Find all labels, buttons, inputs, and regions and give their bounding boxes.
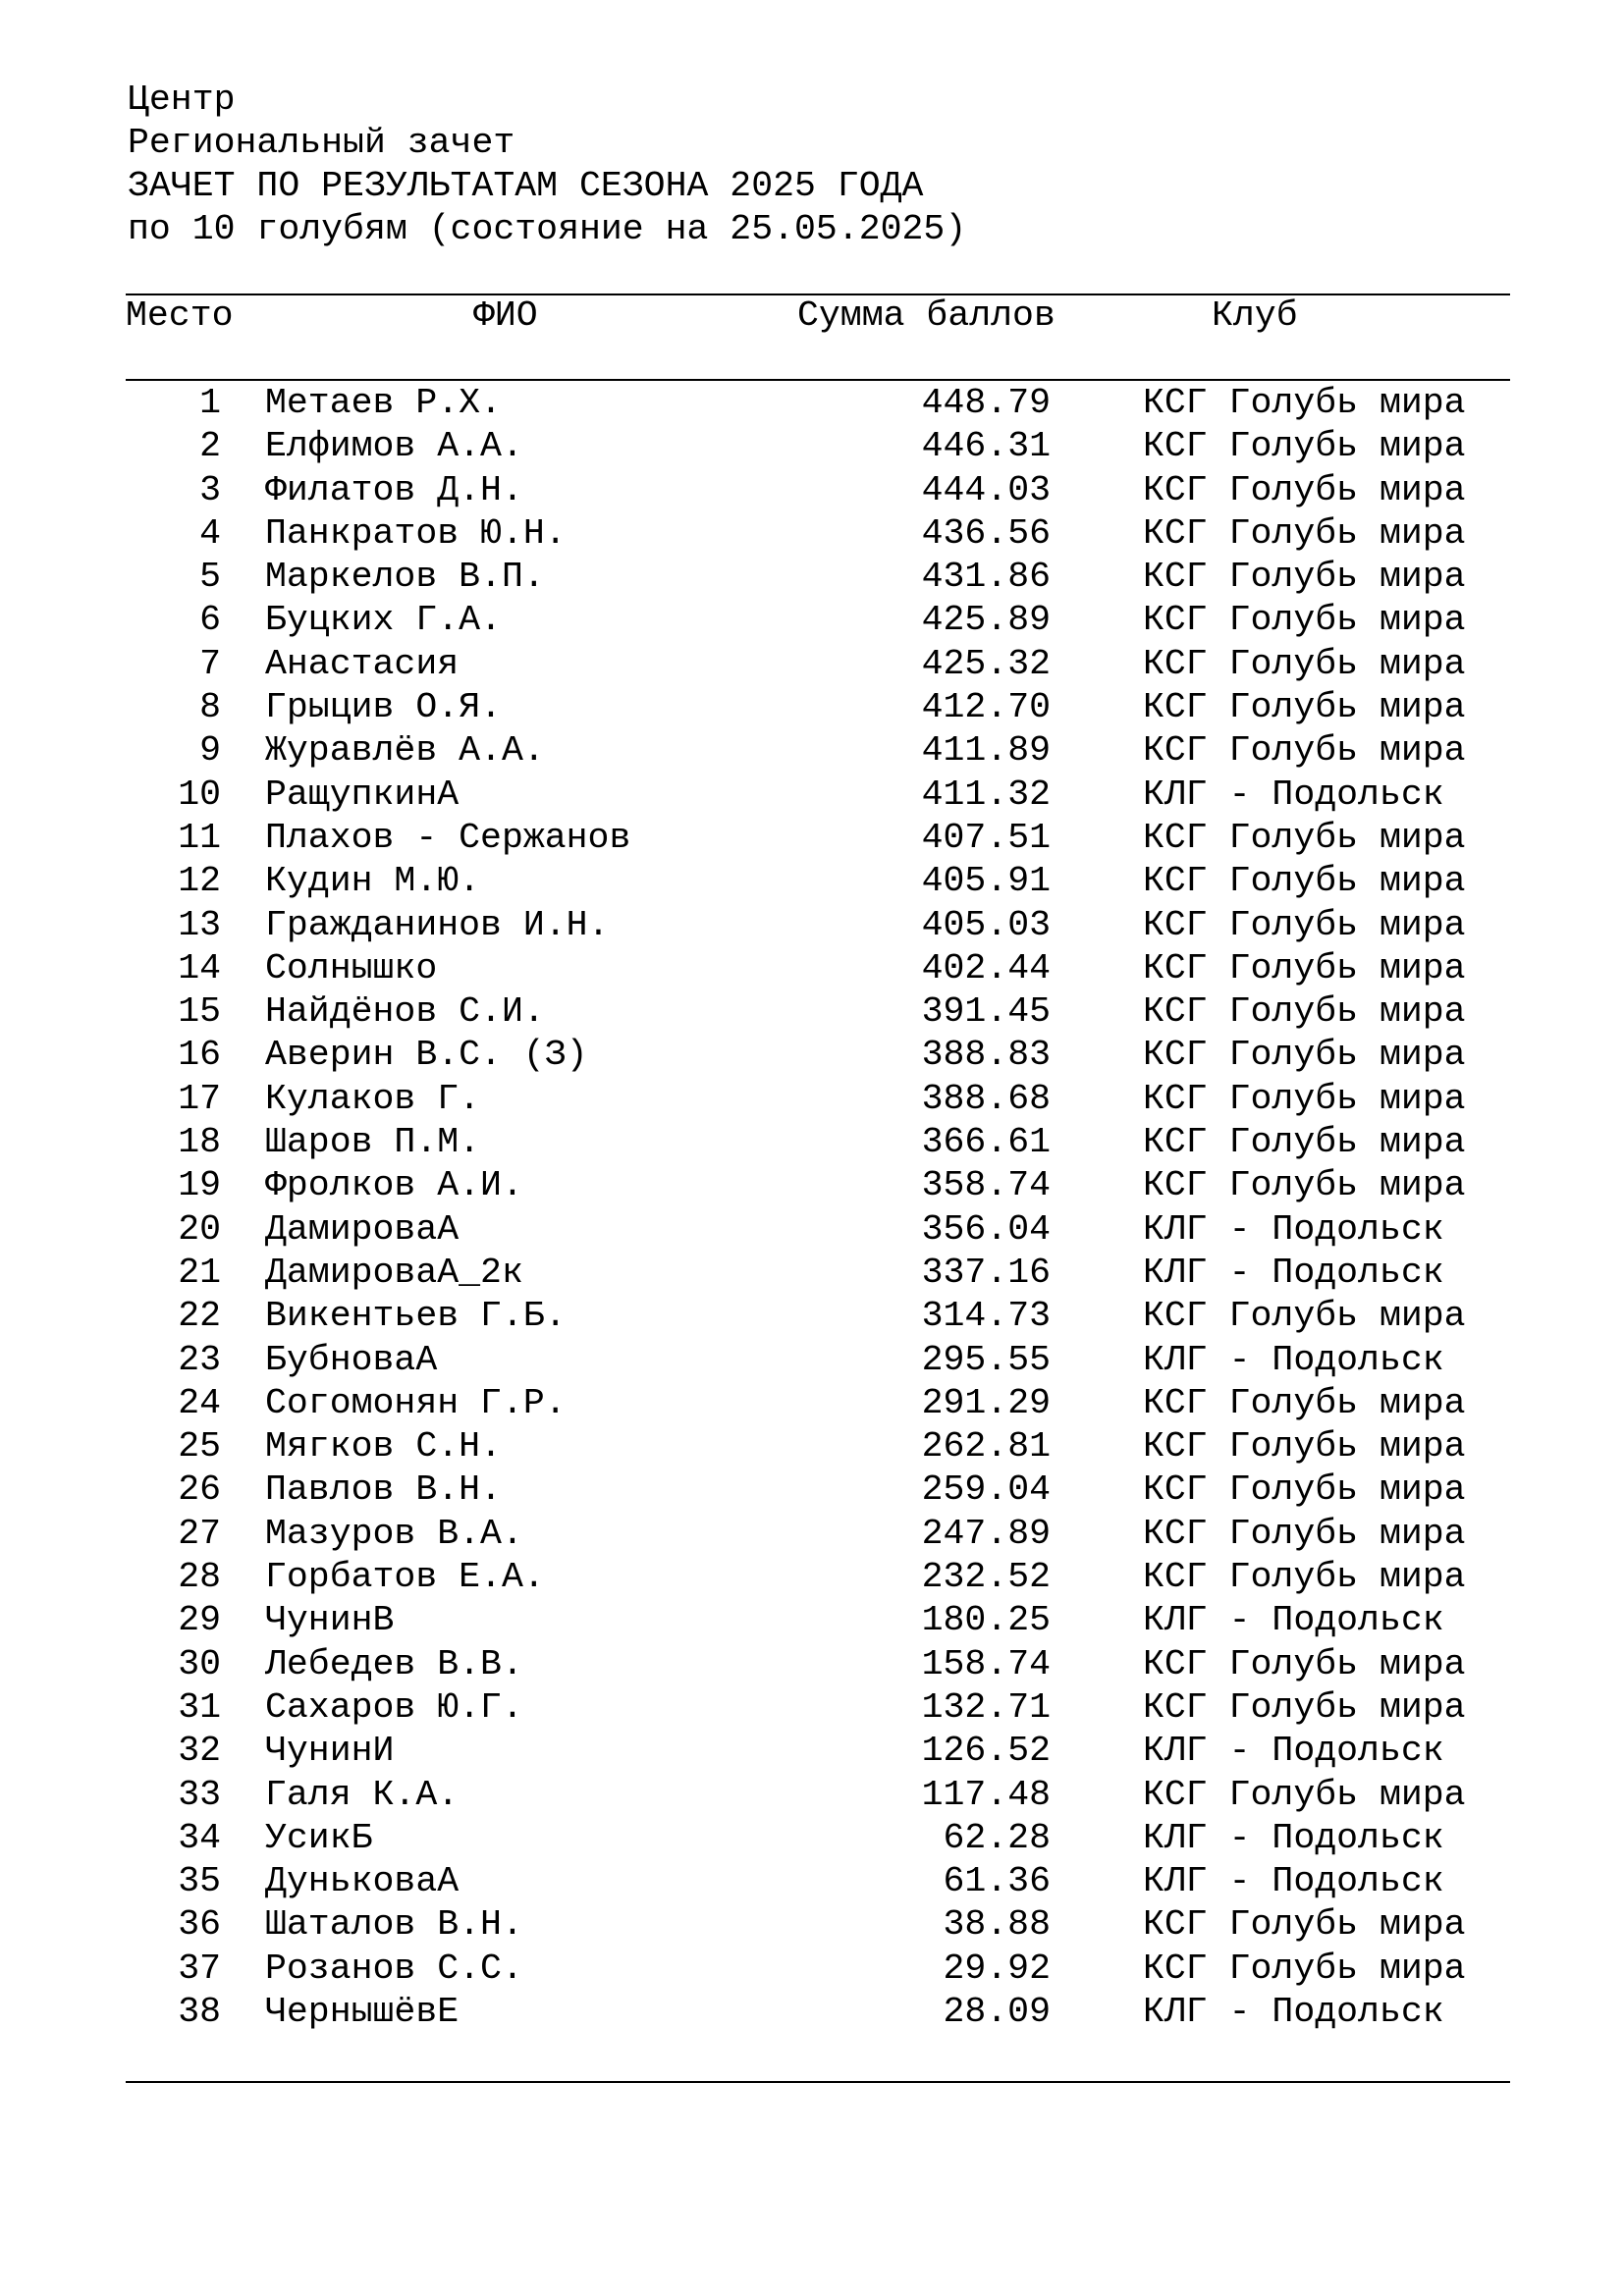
- row-place: 33: [178, 1774, 221, 1815]
- row-score: 411.89: [921, 730, 1051, 772]
- row-club: КСГ Голубь мира: [1143, 1469, 1466, 1511]
- row-name: ЧернышёвЕ: [265, 1991, 460, 2032]
- table-row: [0, 1556, 1624, 1599]
- table-row: [0, 1252, 1624, 1295]
- table-row: [0, 1599, 1624, 1642]
- row-score: 402.44: [921, 947, 1051, 988]
- row-name: Павлов В.Н.: [265, 1469, 502, 1511]
- table-row: [0, 1164, 1624, 1207]
- row-place: 17: [178, 1078, 221, 1119]
- row-place: 18: [178, 1122, 221, 1163]
- row-score: 62.28: [943, 1817, 1051, 1858]
- row-score: 337.16: [921, 1252, 1051, 1293]
- table-row: [0, 1774, 1624, 1817]
- row-score: 117.48: [921, 1774, 1051, 1815]
- row-place: 38: [178, 1991, 221, 2032]
- row-club: КЛГ - Подольск: [1143, 774, 1444, 815]
- row-name: Елфимов А.А.: [265, 426, 523, 467]
- row-name: Гражданинов И.Н.: [265, 904, 610, 945]
- row-place: 27: [178, 1513, 221, 1554]
- row-name: Лебедев В.В.: [265, 1643, 523, 1684]
- table-row: [0, 990, 1624, 1034]
- row-score: 425.89: [921, 600, 1051, 641]
- row-club: КСГ Голубь мира: [1143, 1165, 1466, 1206]
- row-score: 29.92: [943, 1948, 1051, 1989]
- row-club: КСГ Голубь мира: [1143, 469, 1466, 510]
- row-club: КСГ Голубь мира: [1143, 1557, 1466, 1598]
- header-divider: [126, 379, 1510, 381]
- row-club: КЛГ - Подольск: [1143, 1252, 1444, 1293]
- row-score: 180.25: [921, 1600, 1051, 1641]
- table-row: [0, 512, 1624, 556]
- table-row: [0, 1208, 1624, 1252]
- table-row: [0, 1425, 1624, 1468]
- column-header-name: ФИО: [473, 295, 538, 336]
- row-name: ЧунинВ: [265, 1600, 395, 1641]
- column-header-place: Место: [126, 295, 234, 336]
- row-club: КСГ Голубь мира: [1143, 991, 1466, 1033]
- table-row: [0, 1295, 1624, 1338]
- row-club: КЛГ - Подольск: [1143, 1817, 1444, 1858]
- row-score: 61.36: [943, 1861, 1051, 1902]
- row-place: 3: [199, 469, 221, 510]
- table-row: [0, 1903, 1624, 1947]
- row-name: ДамироваА: [265, 1208, 460, 1250]
- table-row: [0, 1513, 1624, 1556]
- row-place: 10: [178, 774, 221, 815]
- row-club: КСГ Голубь мира: [1143, 643, 1466, 684]
- row-place: 22: [178, 1296, 221, 1337]
- row-place: 31: [178, 1686, 221, 1728]
- row-club: КСГ Голубь мира: [1143, 1643, 1466, 1684]
- standings-type: Региональный зачет: [128, 123, 515, 163]
- table-row: [0, 1643, 1624, 1686]
- row-place: 32: [178, 1731, 221, 1772]
- row-score: 314.73: [921, 1296, 1051, 1337]
- table-row: [0, 904, 1624, 947]
- row-score: 232.52: [921, 1557, 1051, 1598]
- column-header-score: Сумма баллов: [797, 295, 1056, 336]
- row-club: КСГ Голубь мира: [1143, 383, 1466, 423]
- table-row: [0, 1468, 1624, 1512]
- row-score: 262.81: [921, 1426, 1051, 1468]
- row-name: УсикБ: [265, 1817, 373, 1858]
- row-club: КСГ Голубь мира: [1143, 861, 1466, 902]
- row-club: КСГ Голубь мира: [1143, 1035, 1466, 1076]
- table-row: [0, 947, 1624, 990]
- row-score: 358.74: [921, 1165, 1051, 1206]
- row-name: Согомонян Г.Р.: [265, 1382, 567, 1423]
- row-score: 132.71: [921, 1686, 1051, 1728]
- table-row: [0, 1817, 1624, 1860]
- row-club: КСГ Голубь мира: [1143, 817, 1466, 858]
- row-club: КЛГ - Подольск: [1143, 1600, 1444, 1641]
- row-score: 405.91: [921, 861, 1051, 902]
- row-name: ДуньковаА: [265, 1861, 460, 1902]
- row-score: 425.32: [921, 643, 1051, 684]
- row-name: Горбатов Е.А.: [265, 1557, 545, 1598]
- row-club: КСГ Голубь мира: [1143, 1774, 1466, 1815]
- row-score: 388.68: [921, 1078, 1051, 1119]
- row-club: КСГ Голубь мира: [1143, 1948, 1466, 1989]
- table-row: [0, 1382, 1624, 1425]
- results-table: [0, 382, 1624, 2034]
- row-place: 24: [178, 1382, 221, 1423]
- table-row: [0, 1034, 1624, 1077]
- row-name: Маркелов В.П.: [265, 557, 545, 598]
- table-row: [0, 774, 1624, 817]
- row-score: 247.89: [921, 1513, 1051, 1554]
- row-club: КСГ Голубь мира: [1143, 1686, 1466, 1728]
- row-score: 407.51: [921, 817, 1051, 858]
- row-club: КСГ Голубь мира: [1143, 426, 1466, 467]
- table-row: [0, 382, 1624, 425]
- table-row: [0, 817, 1624, 860]
- row-name: Викентьев Г.Б.: [265, 1296, 567, 1337]
- row-name: Мягков С.Н.: [265, 1426, 502, 1468]
- bottom-divider: [126, 2081, 1510, 2083]
- row-place: 7: [199, 643, 221, 684]
- row-club: КСГ Голубь мира: [1143, 1078, 1466, 1119]
- row-place: 12: [178, 861, 221, 902]
- row-name: Аверин В.С. (З): [265, 1035, 588, 1076]
- row-name: Галя К.А.: [265, 1774, 460, 1815]
- row-score: 295.55: [921, 1339, 1051, 1380]
- table-row: [0, 729, 1624, 773]
- row-name: Анастасия: [265, 643, 460, 684]
- row-name: Фролков А.И.: [265, 1165, 523, 1206]
- row-place: 14: [178, 947, 221, 988]
- row-name: Кудин М.Ю.: [265, 861, 481, 902]
- row-name: Шаталов В.Н.: [265, 1904, 523, 1946]
- row-name: Панкратов Ю.Н.: [265, 512, 567, 554]
- row-place: 30: [178, 1643, 221, 1684]
- table-row: [0, 1686, 1624, 1730]
- row-place: 34: [178, 1817, 221, 1858]
- table-row: [0, 860, 1624, 903]
- table-row: [0, 1730, 1624, 1773]
- row-score: 126.52: [921, 1731, 1051, 1772]
- row-club: КЛГ - Подольск: [1143, 1991, 1444, 2032]
- row-name: Метаев Р.Х.: [265, 383, 502, 423]
- table-row: [0, 1339, 1624, 1382]
- row-place: 36: [178, 1904, 221, 1946]
- row-name: Буцких Г.А.: [265, 600, 502, 641]
- table-row: [0, 1948, 1624, 1991]
- row-name: Розанов С.С.: [265, 1948, 523, 1989]
- table-row: [0, 1078, 1624, 1121]
- row-name: Плахов - Сержанов: [265, 817, 631, 858]
- row-score: 291.29: [921, 1382, 1051, 1423]
- row-place: 19: [178, 1165, 221, 1206]
- row-score: 388.83: [921, 1035, 1051, 1076]
- row-name: Грыцив О.Я.: [265, 687, 502, 728]
- table-row: [0, 1121, 1624, 1164]
- row-place: 23: [178, 1339, 221, 1380]
- row-score: 411.32: [921, 774, 1051, 815]
- row-name: Мазуров В.А.: [265, 1513, 523, 1554]
- row-score: 38.88: [943, 1904, 1051, 1946]
- row-name: Филатов Д.Н.: [265, 469, 523, 510]
- row-place: 1: [199, 383, 221, 423]
- row-score: 28.09: [943, 1991, 1051, 2032]
- row-club: КСГ Голубь мира: [1143, 1426, 1466, 1468]
- row-name: ДамироваА_2к: [265, 1252, 523, 1293]
- row-score: 436.56: [921, 512, 1051, 554]
- table-row: [0, 1860, 1624, 1903]
- row-name: РащупкинА: [265, 774, 460, 815]
- row-place: 15: [178, 991, 221, 1033]
- row-name: Солнышко: [265, 947, 438, 988]
- row-place: 20: [178, 1208, 221, 1250]
- row-place: 9: [199, 730, 221, 772]
- row-name: БубноваА: [265, 1339, 438, 1380]
- document-subtitle: по 10 голубям (состояние на 25.05.2025): [128, 209, 967, 249]
- table-row: [0, 1991, 1624, 2034]
- row-score: 391.45: [921, 991, 1051, 1033]
- row-place: 29: [178, 1600, 221, 1641]
- row-club: КЛГ - Подольск: [1143, 1339, 1444, 1380]
- row-place: 16: [178, 1035, 221, 1076]
- row-club: КЛГ - Подольск: [1143, 1861, 1444, 1902]
- row-place: 8: [199, 687, 221, 728]
- row-club: КСГ Голубь мира: [1143, 904, 1466, 945]
- row-name: ЧунинИ: [265, 1731, 395, 1772]
- table-row: [0, 643, 1624, 686]
- row-place: 25: [178, 1426, 221, 1468]
- row-score: 448.79: [921, 383, 1051, 423]
- row-club: КСГ Голубь мира: [1143, 730, 1466, 772]
- row-place: 26: [178, 1469, 221, 1511]
- row-club: КЛГ - Подольск: [1143, 1731, 1444, 1772]
- row-name: Журавлёв А.А.: [265, 730, 545, 772]
- table-row: [0, 425, 1624, 468]
- row-place: 13: [178, 904, 221, 945]
- row-place: 21: [178, 1252, 221, 1293]
- row-place: 37: [178, 1948, 221, 1989]
- row-name: Кулаков Г.: [265, 1078, 481, 1119]
- column-header-club: Клуб: [1212, 295, 1298, 336]
- table-row: [0, 469, 1624, 512]
- row-club: КСГ Голубь мира: [1143, 1122, 1466, 1163]
- table-row: [0, 556, 1624, 599]
- row-score: 412.70: [921, 687, 1051, 728]
- row-club: КСГ Голубь мира: [1143, 947, 1466, 988]
- row-score: 446.31: [921, 426, 1051, 467]
- row-score: 259.04: [921, 1469, 1051, 1511]
- document-title: ЗАЧЕТ ПО РЕЗУЛЬТАТАМ СЕЗОНА 2025 ГОДА: [128, 166, 924, 206]
- row-club: КСГ Голубь мира: [1143, 512, 1466, 554]
- row-place: 5: [199, 557, 221, 598]
- row-score: 356.04: [921, 1208, 1051, 1250]
- row-club: КСГ Голубь мира: [1143, 1904, 1466, 1946]
- row-score: 405.03: [921, 904, 1051, 945]
- row-name: Найдёнов С.И.: [265, 991, 545, 1033]
- region-title: Центр: [128, 80, 236, 120]
- table-row: [0, 686, 1624, 729]
- row-place: 2: [199, 426, 221, 467]
- row-place: 6: [199, 600, 221, 641]
- row-club: КСГ Голубь мира: [1143, 1513, 1466, 1554]
- row-score: 431.86: [921, 557, 1051, 598]
- row-score: 158.74: [921, 1643, 1051, 1684]
- row-name: Шаров П.М.: [265, 1122, 481, 1163]
- row-place: 4: [199, 512, 221, 554]
- row-club: КСГ Голубь мира: [1143, 1296, 1466, 1337]
- row-name: Сахаров Ю.Г.: [265, 1686, 523, 1728]
- row-club: КЛГ - Подольск: [1143, 1208, 1444, 1250]
- row-club: КСГ Голубь мира: [1143, 600, 1466, 641]
- row-club: КСГ Голубь мира: [1143, 687, 1466, 728]
- row-score: 366.61: [921, 1122, 1051, 1163]
- row-place: 35: [178, 1861, 221, 1902]
- table-row: [0, 599, 1624, 642]
- row-score: 444.03: [921, 469, 1051, 510]
- row-place: 11: [178, 817, 221, 858]
- row-place: 28: [178, 1557, 221, 1598]
- row-club: КСГ Голубь мира: [1143, 1382, 1466, 1423]
- row-club: КСГ Голубь мира: [1143, 557, 1466, 598]
